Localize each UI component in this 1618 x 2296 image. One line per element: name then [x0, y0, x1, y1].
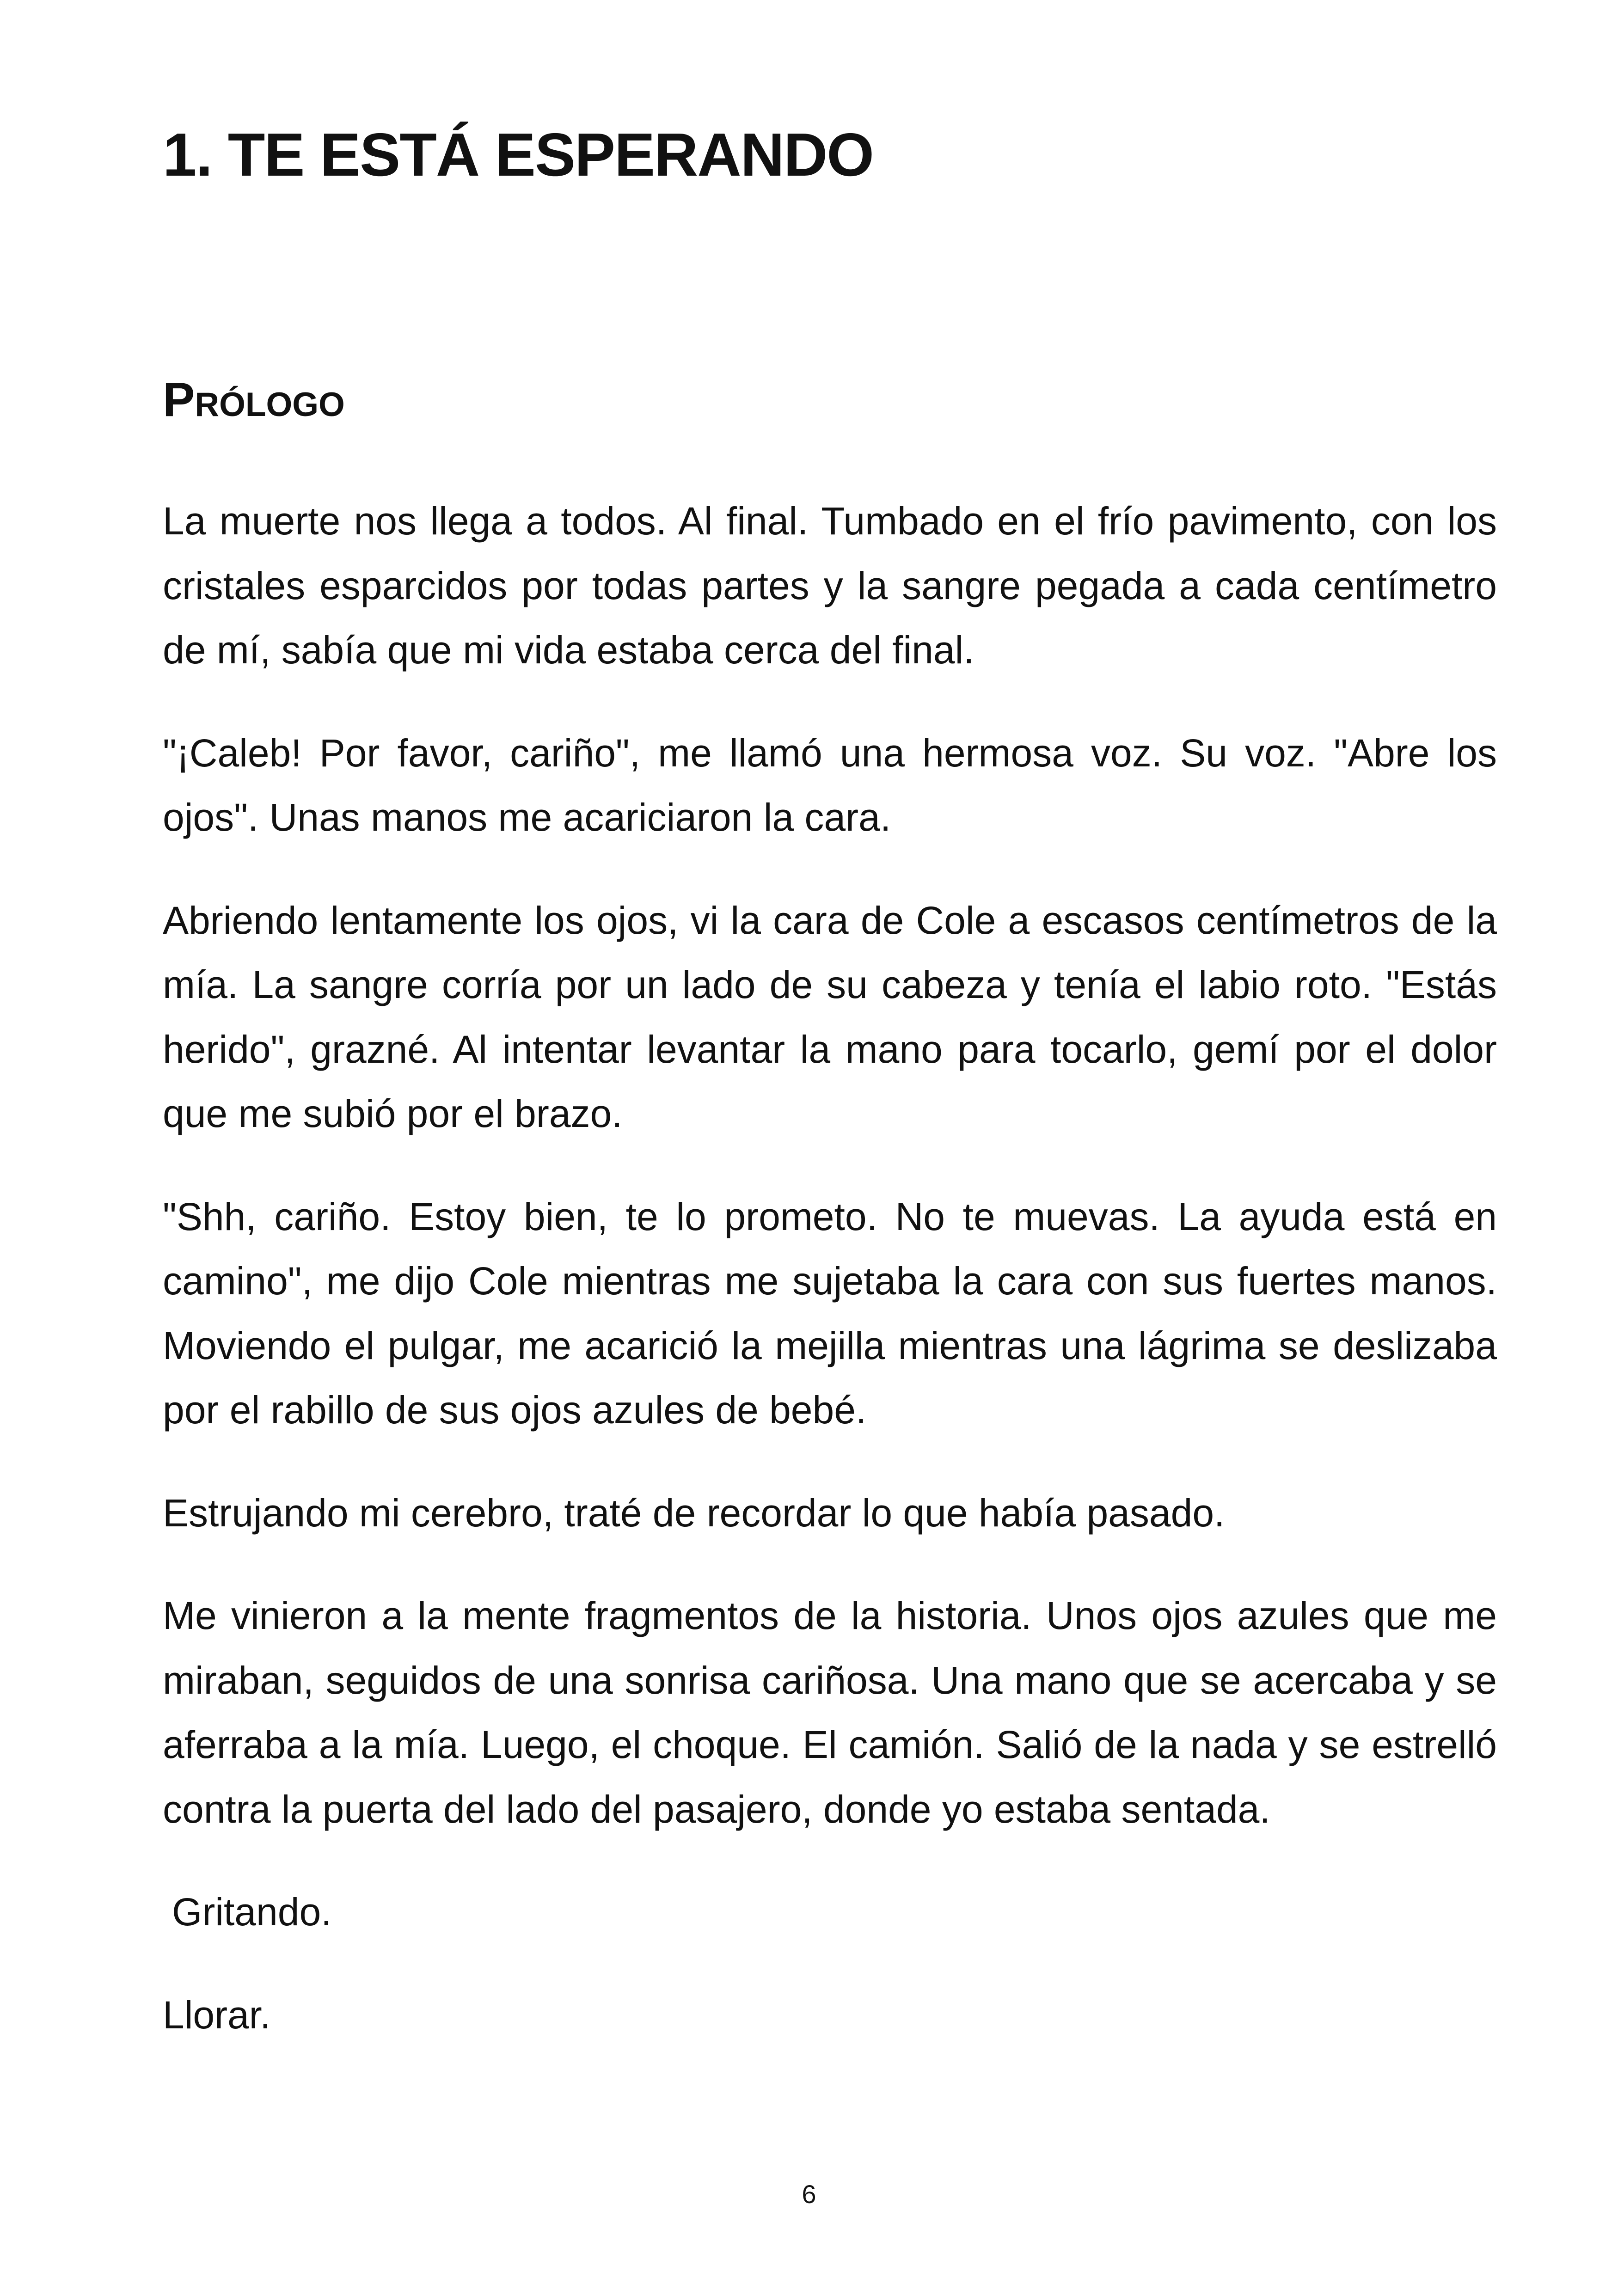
body-text — [163, 489, 1497, 2086]
section-title: Prólogo — [163, 373, 345, 427]
page-number: 6 — [802, 2180, 816, 2209]
chapter-title: 1. TE ESTÁ ESPERANDO — [163, 121, 873, 189]
paragraph: Estrujando mi cerebro, traté de recordar lo que había pasado. — [163, 1491, 1225, 1535]
paragraph: "Shh, cariño. Estoy bien, te lo prometo. No te muevas. La ayuda está en camino", me dijo Cole mientras me sujetaba la cara con sus fuertes manos. Moviendo el pulgar, me acarició la mejilla mientras una lágrima se deslizaba por el rabillo de sus ojos azules de bebé. — [163, 1194, 1497, 1432]
paragraph: "¡Caleb! Por favor, cariño", me llamó una hermosa voz. Su voz. "Abre los ojos". Unas manos me acariciaron la cara. — [163, 731, 1497, 839]
paragraph: Abriendo lentamente los ojos, vi la cara de Cole a escasos centímetros de la mía. La sangre corría por un lado de su cabeza y tenía el labio roto. "Estás herido", grazné. Al intentar levantar la mano para tocarlo, gemí por el dolor que me subió por el brazo. — [163, 898, 1497, 1135]
paragraph: Llorar. — [163, 1993, 271, 2037]
paragraph: Gritando. — [172, 1890, 332, 1934]
paragraph: La muerte nos llega a todos. Al final. Tumbado en el frío pavimento, con los cristales esparcidos por todas partes y la sangre pegada a cada centímetro de mí, sabía que mi vida estaba cerca del final. — [163, 499, 1497, 672]
paragraph: Me vinieron a la mente fragmentos de la historia. Unos ojos azules que me miraban, seguidos de una sonrisa cariñosa. Una mano que se acercaba y se aferraba a la mía. Luego, el choque. El camión. Salió de la nada y se estrelló contra la puerta del lado del pasajero, donde yo estaba sentada. — [163, 1594, 1497, 1831]
